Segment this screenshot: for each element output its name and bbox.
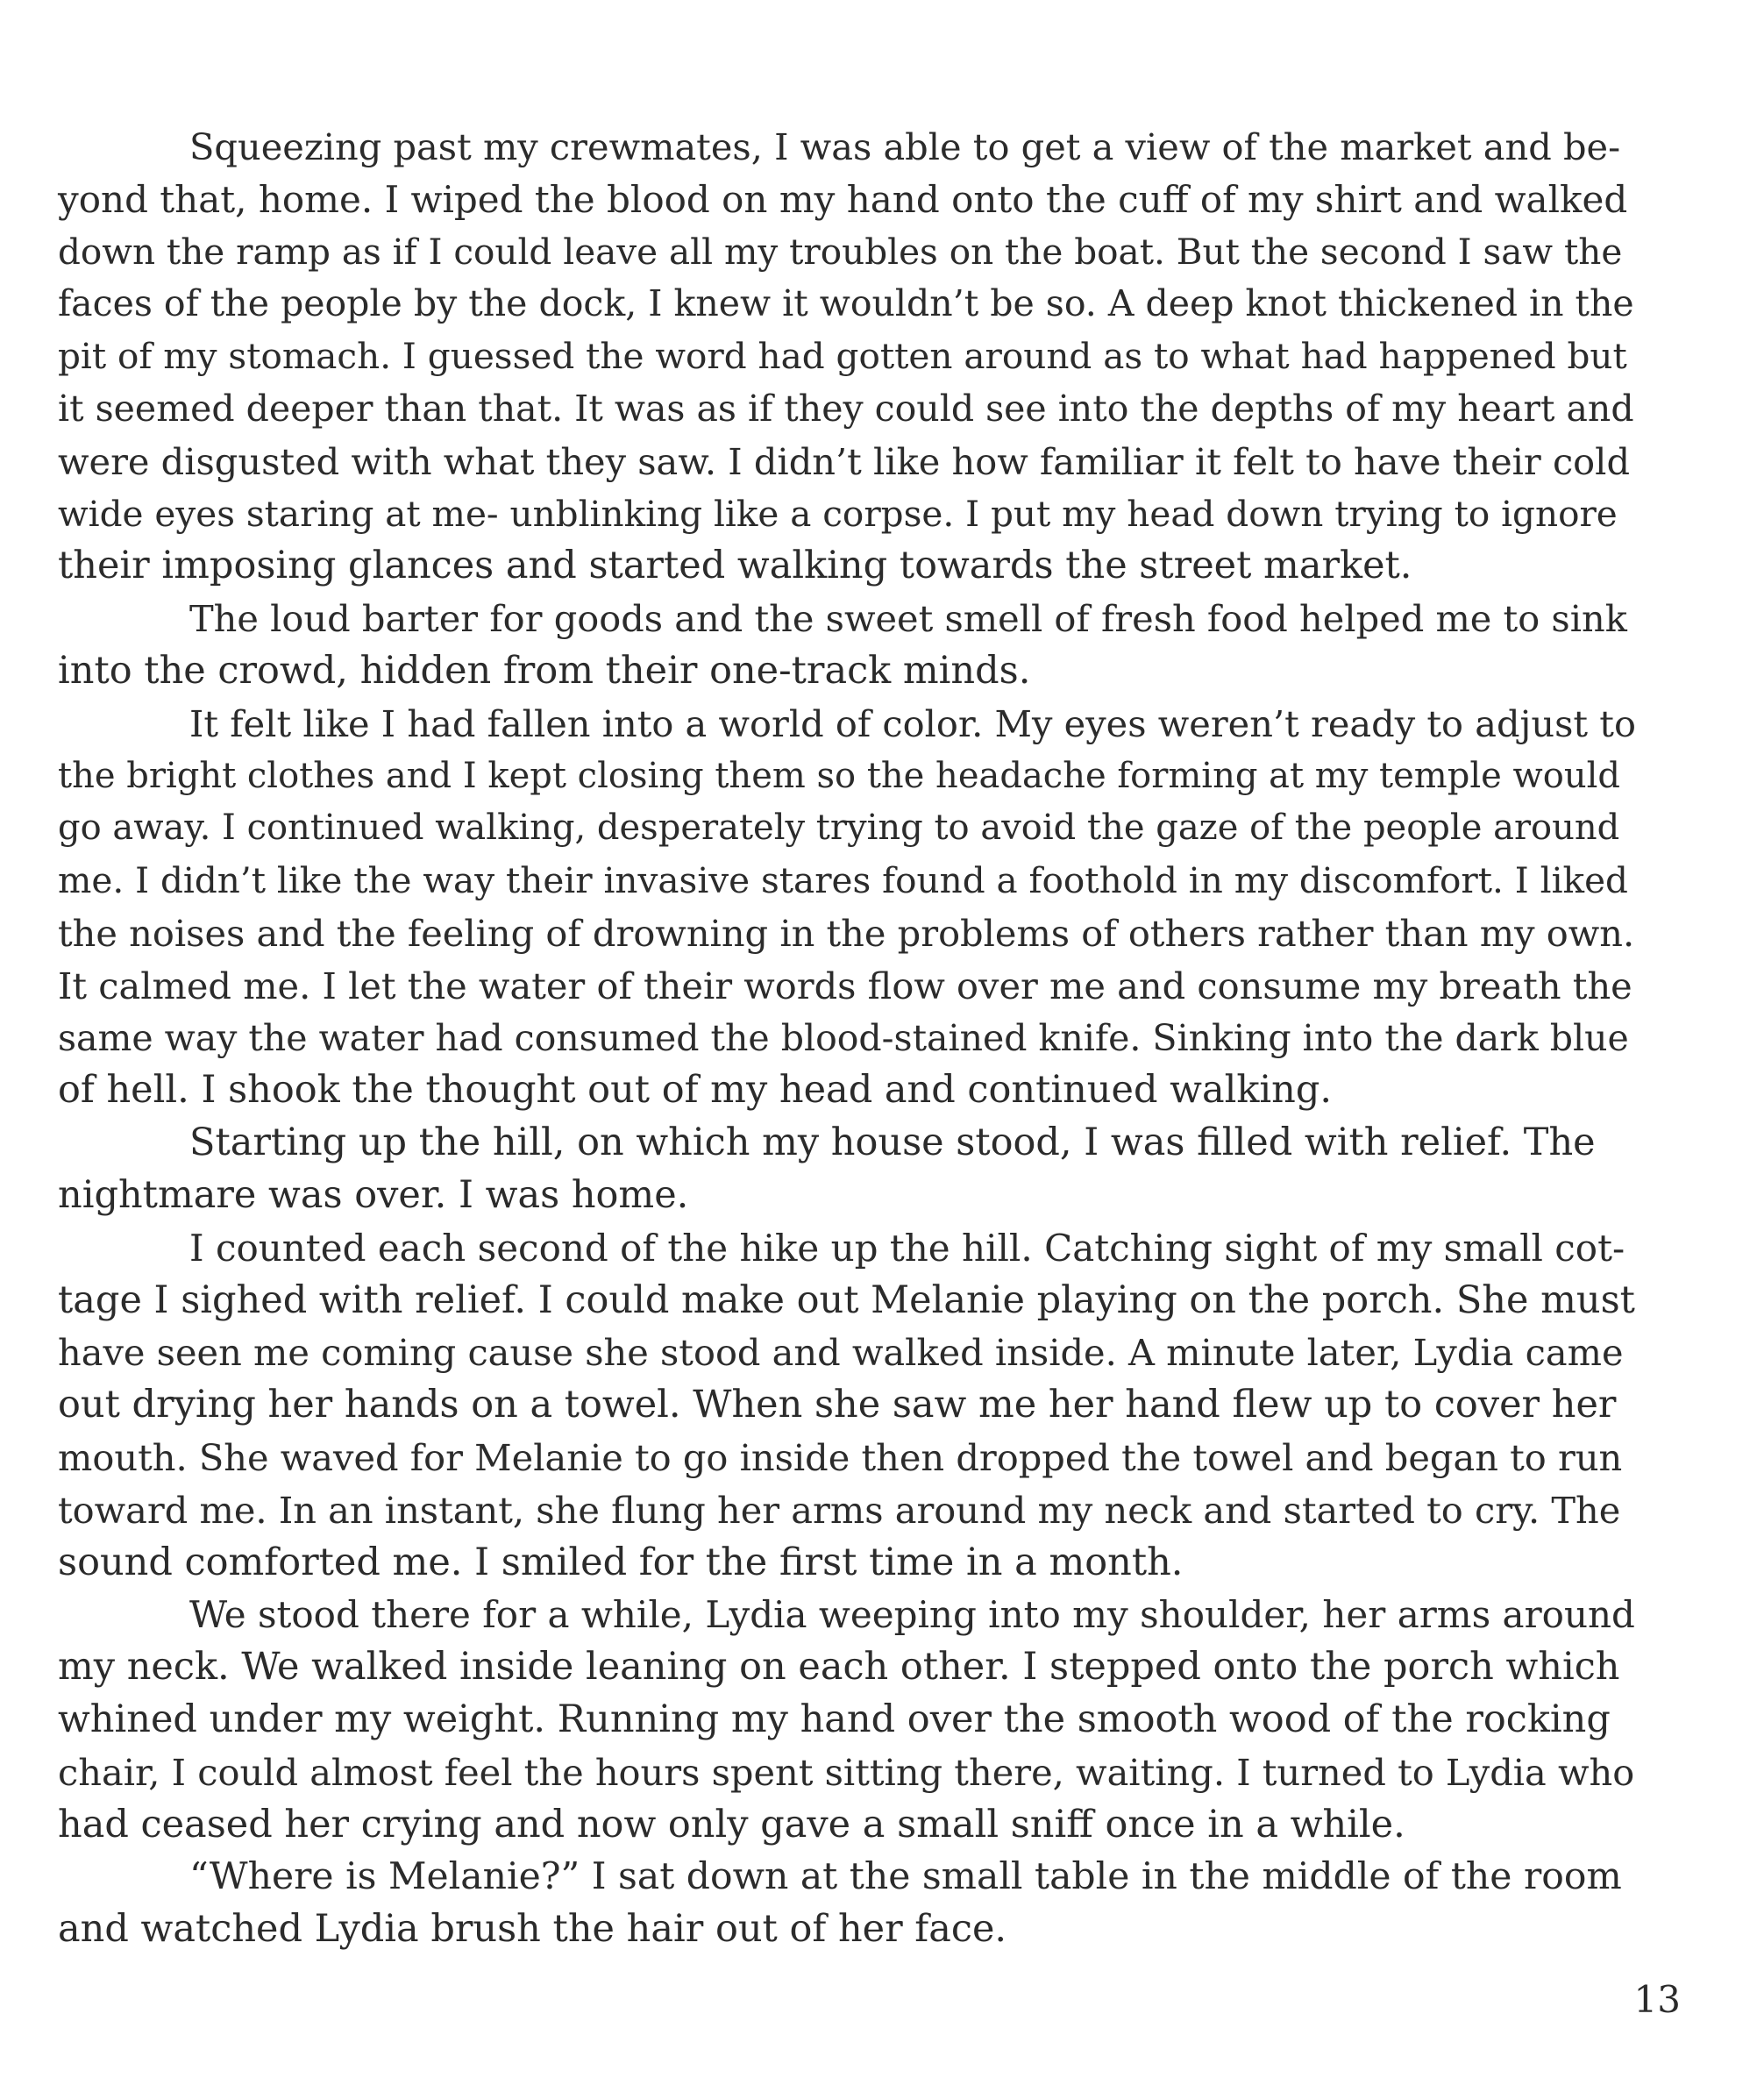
text-line: down the ramp as if I could leave all my troubles on the boat. But the second I saw the xyxy=(58,230,1623,273)
text-line: have seen me coming cause she stood and walked inside. A minute later, Lydia came xyxy=(58,1331,1624,1375)
text-line: tage I sighed with relief. I could make out Melanie playing on the porch. She must xyxy=(58,1277,1635,1322)
text-line: their imposing glances and started walking towards the street market. xyxy=(58,544,1412,588)
text-line: same way the water had consumed the blood-stained knife. Sinking into the dark blue xyxy=(58,1016,1629,1059)
text-line: whined under my weight. Running my hand over the smooth wood of the rocking xyxy=(58,1697,1611,1741)
text-line: pit of my stomach. I guessed the word had gotten around as to what had happened but xyxy=(58,335,1627,378)
text-line: go away. I continued walking, desperately trying to avoid the gaze of the people around xyxy=(58,808,1620,849)
text-line: wide eyes staring at me- unblinking like a corpse. I put my head down trying to ignore xyxy=(58,492,1618,535)
text-line: nightmare was over. I was home. xyxy=(58,1172,689,1217)
text-line: “Where is Melanie?” I sat down at the small table in the middle of the room xyxy=(189,1855,1622,1899)
text-line: of hell. I shook the thought out of my head and continued walking. xyxy=(58,1068,1333,1113)
text-line: It felt like I had fallen into a world of color. My eyes weren’t ready to adjust to xyxy=(189,701,1636,745)
text-line: me. I didn’t like the way their invasive stares found a foothold in my discomfort. I liked xyxy=(58,859,1628,902)
body-text xyxy=(58,121,1636,1956)
text-line: I counted each second of the hike up the hill. Catching sight of my small cot- xyxy=(189,1226,1625,1270)
text-line: Starting up the hill, on which my house stood, I was filled with relief. The xyxy=(189,1121,1596,1165)
text-line: faces of the people by the dock, I knew it wouldn’t be so. A deep knot thickened in the xyxy=(58,282,1634,325)
text-line: and watched Lydia brush the hair out of her face. xyxy=(58,1907,1007,1952)
page-number: 13 xyxy=(1633,1978,1681,2021)
text-line: sound comforted me. I smiled for the first time in a month. xyxy=(58,1540,1184,1584)
text-line: into the crowd, hidden from their one-track minds. xyxy=(58,648,1031,693)
text-line: Squeezing past my crewmates, I was able to get a view of the market and be- xyxy=(189,125,1621,168)
text-line: had ceased her crying and now only gave a small sniff once in a while. xyxy=(58,1802,1405,1846)
text-line: it seemed deeper than that. It was as if they could see into the depths of my heart and xyxy=(58,387,1634,430)
text-line: out drying her hands on a towel. When she saw me her hand flew up to cover her xyxy=(58,1383,1617,1427)
text-line: toward me. In an instant, she flung her arms around my neck and started to cry. The xyxy=(58,1488,1621,1532)
text-line: were disgusted with what they saw. I didn’t like how familiar it felt to have their cold xyxy=(58,439,1631,483)
text-line: It calmed me. I let the water of their words flow over me and consume my breath the xyxy=(58,964,1632,1007)
text-line: yond that, home. I wiped the blood on my hand onto the cuff of my shirt and walked xyxy=(58,177,1628,221)
text-line: chair, I could almost feel the hours spent sitting there, waiting. I turned to Lydia who xyxy=(58,1750,1635,1794)
text-line: The loud barter for goods and the sweet smell of fresh food helped me to sink xyxy=(189,597,1627,641)
text-line: the noises and the feeling of drowning in the problems of others rather than my own. xyxy=(58,911,1635,955)
text-line: We stood there for a while, Lydia weeping into my shoulder, her arms around xyxy=(189,1593,1635,1637)
text-line: the bright clothes and I kept closing them so the headache forming at my temple would xyxy=(58,755,1620,796)
text-line: my neck. We walked inside leaning on each other. I stepped onto the porch which xyxy=(58,1645,1620,1690)
text-line: mouth. She waved for Melanie to go inside then dropped the towel and began to run xyxy=(58,1435,1623,1479)
